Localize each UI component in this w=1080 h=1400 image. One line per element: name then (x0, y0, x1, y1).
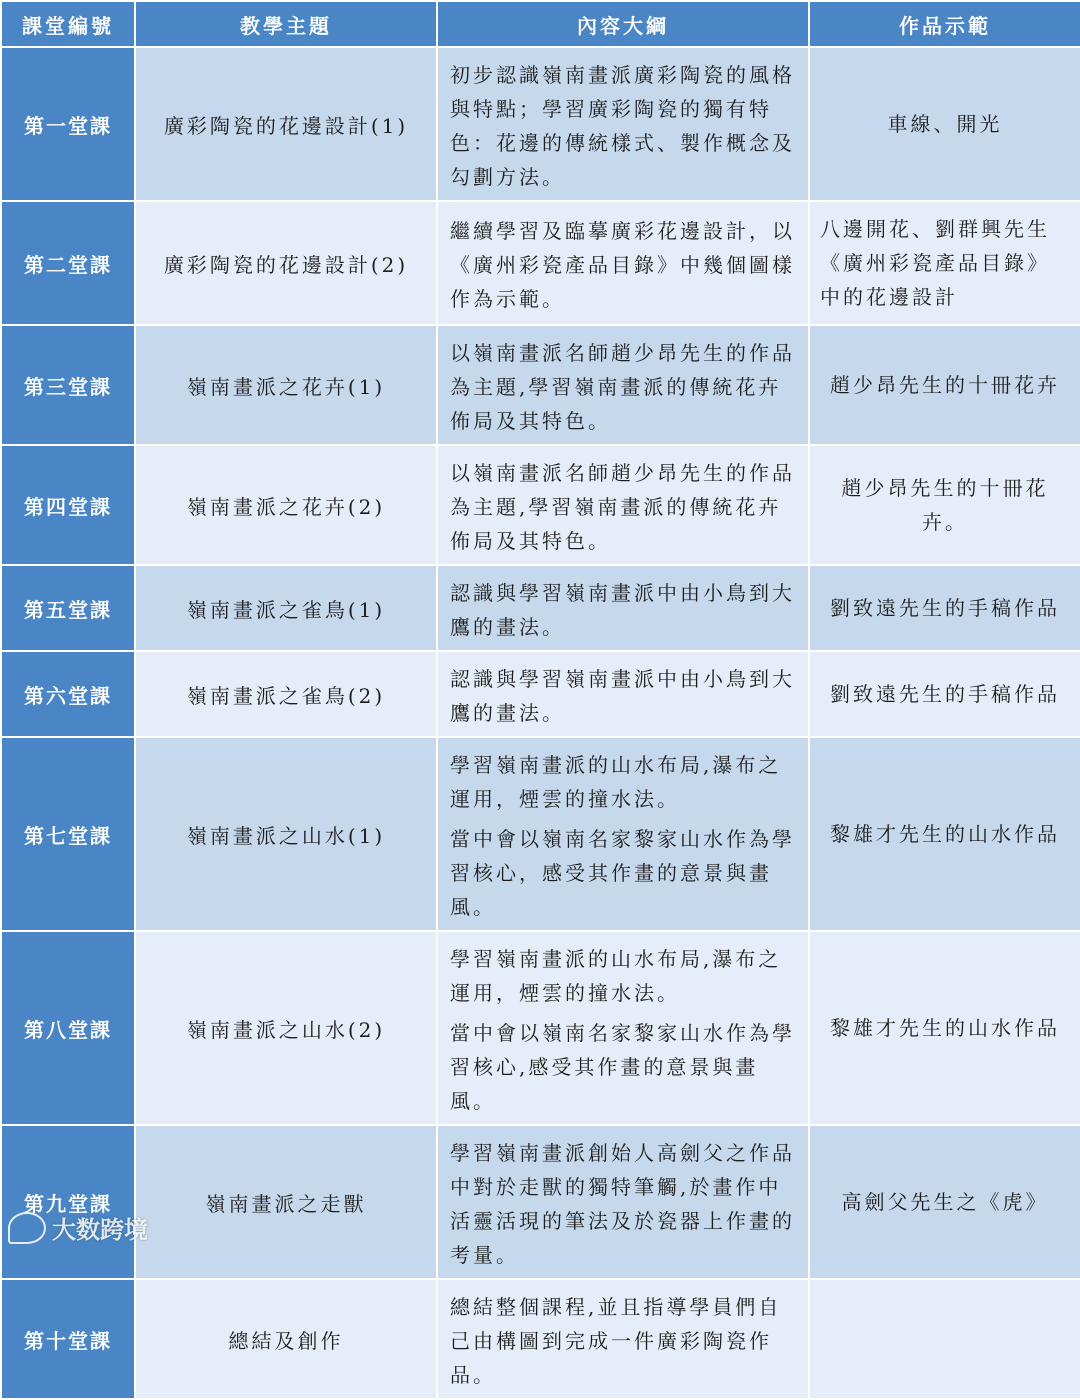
lesson-outline (437, 47, 809, 201)
lesson-number: 第四堂課 (1, 445, 135, 565)
header-lesson-number: 課堂編號 (1, 1, 135, 47)
lesson-topic: 嶺南畫派之花卉(1) (135, 325, 437, 445)
table-row (1, 651, 1080, 737)
watermark (8, 1210, 148, 1245)
lesson-outline (437, 325, 809, 445)
lesson-number: 第一堂課 (1, 47, 135, 201)
lesson-topic: 嶺南畫派之山水(1) (135, 737, 437, 931)
outline-paragraph: 學習嶺南畫派的山水布局,瀑布之運用，煙雲的撞水法。 (450, 947, 782, 1005)
lesson-outline (437, 201, 809, 325)
lesson-outline (437, 931, 809, 1125)
lesson-sample: 高劍父先生之《虎》 (809, 1125, 1080, 1279)
table-row (1, 325, 1080, 445)
lesson-sample (809, 1279, 1080, 1399)
outline-paragraph: 當中會以嶺南名家黎家山水作為學習核心，感受其作畫的意景與畫風。 (450, 827, 795, 919)
lesson-number: 第八堂課 (1, 931, 135, 1125)
lesson-sample: 劉致遠先生的手稿作品 (809, 651, 1080, 737)
lesson-sample: 八邊開花、劉群興先生《廣州彩瓷產品目錄》中的花邊設計 (809, 201, 1080, 325)
lesson-number: 第二堂課 (1, 201, 135, 325)
table-row (1, 565, 1080, 651)
lesson-number: 第九堂課 (1, 1125, 135, 1279)
lesson-topic: 嶺南畫派之雀鳥(2) (135, 651, 437, 737)
lesson-topic: 廣彩陶瓷的花邊設計(1) (135, 47, 437, 201)
header-topic: 教學主題 (135, 1, 437, 47)
lesson-sample: 趙少昂先生的十冊花卉。 (809, 445, 1080, 565)
outline-paragraph: 學習嶺南畫派創始人高劍父之作品中對於走獸的獨特筆觸,於畫作中活靈活現的筆法及於瓷器上作畫的考量。 (450, 1141, 795, 1267)
header-sample-work: 作品示範 (809, 1, 1080, 47)
lesson-number: 第十堂課 (1, 1279, 135, 1399)
header-outline: 內容大綱 (437, 1, 809, 47)
outline-paragraph: 學習嶺南畫派的山水布局,瀑布之運用，煙雲的撞水法。 (450, 753, 782, 811)
lesson-topic: 嶺南畫派之花卉(2) (135, 445, 437, 565)
watermark-text: 大数跨境 (52, 1216, 148, 1244)
lesson-sample: 趙少昂先生的十冊花卉 (809, 325, 1080, 445)
outline-paragraph: 當中會以嶺南名家黎家山水作為學習核心,感受其作畫的意景與畫風。 (450, 1021, 795, 1113)
lesson-outline (437, 737, 809, 931)
lesson-topic: 嶺南畫派之山水(2) (135, 931, 437, 1125)
outline-paragraph: 認識與學習嶺南畫派中由小鳥到大鷹的畫法。 (450, 667, 795, 725)
outline-paragraph: 以嶺南畫派名師趙少昂先生的作品為主題,學習嶺南畫派的傳統花卉佈局及其特色。 (450, 341, 795, 433)
lesson-topic: 嶺南畫派之走獸 (135, 1125, 437, 1279)
lesson-number: 第六堂課 (1, 651, 135, 737)
lesson-outline (437, 1125, 809, 1279)
watermark-logo-icon (8, 1212, 46, 1244)
lesson-outline (437, 565, 809, 651)
lesson-topic: 嶺南畫派之雀鳥(1) (135, 565, 437, 651)
lesson-number: 第七堂課 (1, 737, 135, 931)
lesson-sample: 劉致遠先生的手稿作品 (809, 565, 1080, 651)
lesson-number: 第三堂課 (1, 325, 135, 445)
lesson-topic: 總結及創作 (135, 1279, 437, 1399)
lesson-sample: 黎雄才先生的山水作品 (809, 931, 1080, 1125)
header-row (1, 1, 1080, 47)
lesson-outline (437, 445, 809, 565)
table-row (1, 1279, 1080, 1399)
table-row (1, 201, 1080, 325)
lesson-sample: 黎雄才先生的山水作品 (809, 737, 1080, 931)
lesson-topic: 廣彩陶瓷的花邊設計(2) (135, 201, 437, 325)
table-row (1, 737, 1080, 931)
lesson-number: 第五堂課 (1, 565, 135, 651)
table-row (1, 1125, 1080, 1279)
outline-paragraph: 初步認識嶺南畫派廣彩陶瓷的風格與特點；學習廣彩陶瓷的獨有特色：花邊的傳統樣式、製作概念及勾劃方法。 (450, 63, 795, 189)
outline-paragraph: 認識與學習嶺南畫派中由小鳥到大鷹的畫法。 (450, 581, 795, 639)
lesson-sample: 車線、開光 (809, 47, 1080, 201)
outline-paragraph: 以嶺南畫派名師趙少昂先生的作品為主題,學習嶺南畫派的傳統花卉佈局及其特色。 (450, 461, 795, 553)
table-row (1, 445, 1080, 565)
outline-paragraph: 繼續學習及臨摹廣彩花邊設計，以《廣州彩瓷產品目錄》中幾個圖樣作為示範。 (450, 219, 795, 311)
table-row (1, 931, 1080, 1125)
table-row (1, 47, 1080, 201)
lesson-outline (437, 1279, 809, 1399)
outline-paragraph: 總結整個課程,並且指導學員們自己由構圖到完成一件廣彩陶瓷作品。 (450, 1295, 782, 1387)
lesson-outline (437, 651, 809, 737)
